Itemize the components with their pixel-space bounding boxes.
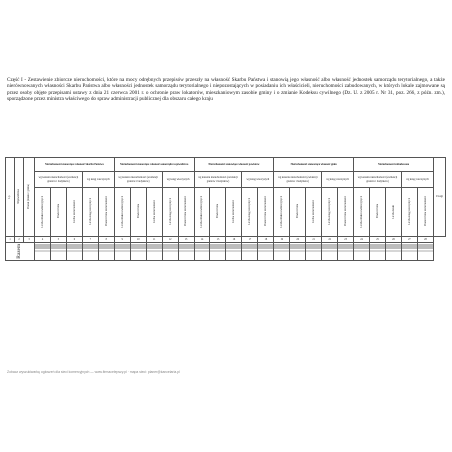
col-number: 14: [194, 237, 210, 243]
col-number: 24: [354, 237, 370, 243]
column-label-row: [6, 188, 446, 237]
total-cell: [354, 243, 370, 261]
subheader-kataster: wg katastru nieruchomości (ewidencji gruntów i budynków): [114, 172, 162, 188]
total-cell: [306, 243, 322, 261]
col-number: 10: [130, 237, 146, 243]
col-number: 3: [24, 237, 35, 243]
subheader-row: [6, 172, 446, 188]
total-cell: [178, 243, 194, 261]
col-powierzchnia: Powierzchnia: [50, 188, 66, 237]
col-powierzchnia: Powierzchnia: [290, 188, 306, 237]
lp-header: Lp.: [6, 158, 15, 237]
col-number: 16: [226, 237, 242, 243]
col-number: 12: [162, 237, 178, 243]
col-number: 15: [210, 237, 226, 243]
col-liczba-kw: Liczba ksiąg wieczystych: [322, 188, 338, 237]
total-cell: [290, 243, 306, 261]
total-cell: [401, 243, 417, 261]
col-number: 19: [274, 237, 290, 243]
group-header-powiaty: Nieruchomości stanowiące własność powiatów: [194, 158, 274, 172]
group-header-zabudowane: Nieruchomości zabudowane: [354, 158, 434, 172]
total-cell: [194, 243, 210, 261]
col-number: 26: [385, 237, 401, 243]
total-cell: [338, 243, 354, 261]
col-number: 9: [114, 237, 130, 243]
col-number: 7: [82, 237, 98, 243]
wojewodztwo-header: Województwo: [15, 158, 24, 237]
footer-note: Zobacz wyszukiwarkę ogłoszeń dla sieci komercyjnych — www.firmacelepszy.pl · mapa sieci: planer@kancelaria.pl: [7, 370, 180, 374]
subheader-ksiegi: wg ksiąg wieczystych: [82, 172, 114, 188]
col-number: 8: [98, 237, 114, 243]
col-liczba-dzialek: Liczba działek ewidencyjnych: [354, 188, 370, 237]
col-pow-nieruchomosci: Powierzchnia nieruchomości: [338, 188, 354, 237]
col-powierzchnia: Powierzchnia: [130, 188, 146, 237]
col-number: 2: [15, 237, 24, 243]
group-header-samorzad-wojewodztwa: Nieruchomości stanowiące własność samorządu województwa: [114, 158, 194, 172]
col-number: 17: [242, 237, 258, 243]
total-cell: [114, 243, 130, 261]
total-cell: [242, 243, 258, 261]
col-liczba-nieruchomosci: Liczba nieruchomości: [306, 188, 322, 237]
summary-table-container: [5, 157, 446, 261]
col-number: 18: [258, 237, 274, 243]
col-powierzchnia: Powierzchnia: [210, 188, 226, 237]
col-number: 6: [66, 237, 82, 243]
summary-table: [5, 157, 446, 261]
col-number: 23: [338, 237, 354, 243]
total-cell: [130, 243, 146, 261]
total-cell: [82, 243, 98, 261]
col-pow-nieruchomosci: Powierzchnia nieruchomości: [98, 188, 114, 237]
total-cell: [162, 243, 178, 261]
col-number: 13: [178, 237, 194, 243]
col-liczba-nieruchomosci: Liczba nieruchomości: [226, 188, 242, 237]
group-header-gminy: Nieruchomości stanowiące własność gmin: [274, 158, 354, 172]
total-cell: [274, 243, 290, 261]
total-cell: [66, 243, 82, 261]
col-liczba-kw: Liczba ksiąg wieczystych: [162, 188, 178, 237]
subheader-ksiegi: wg ksiąg wieczystych: [242, 172, 274, 188]
col-pow-nieruchomosci: Powierzchnia nieruchomości: [258, 188, 274, 237]
col-liczba-dzialek: Liczba działek ewidencyjnych: [194, 188, 210, 237]
col-number: 25: [370, 237, 386, 243]
col-liczba-nieruchomosci: Liczba nieruchomości: [146, 188, 162, 237]
subheader-ksiegi: wg ksiąg wieczystych: [162, 172, 194, 188]
razem-label: Razem: [6, 243, 35, 261]
col-liczba-nieruchomosci: Liczba nieruchomości: [66, 188, 82, 237]
uwagi-header: Uwagi: [434, 158, 446, 237]
intro-paragraph: Część I - Zestawienie zbiorcze nieruchomości, które na mocy odrębnych przepisów przeszły na własność Skarbu Państwa i stanowią jego własność albo własność jednostek samorządu terytorialnego, a także nierównowanych własności Skarbu Państwa albo własności jednostek samorządu terytorialnego i niepozostających w posiadaniu ich właścicieli, nieruchomości zabudowanych, w których lokale zajmowane są przez osoby objęte przepisami ustawy z dnia 21 czerwca 2001 r. o ochronie praw lokatorów, mieszkaniowym zasobie gminy i o zmianie Kodeksu cywilnego (Dz. U. z 2005 r. Nr 31, poz. 266, z późn. zm.), sporządzone przez ministra właściwego do spraw administracji publicznej dla obszaru całego kraju: [7, 77, 445, 103]
subheader-ksiegi: wg ksiąg wieczystych: [322, 172, 354, 188]
col-number: 22: [322, 237, 338, 243]
col-number: 4: [35, 237, 51, 243]
group-header-row: [6, 158, 446, 172]
col-liczba-kw: Liczba ksiąg wieczystych: [401, 188, 417, 237]
subheader-kataster: wg katastru nieruchomości (ewidencji gruntów i budynków): [354, 172, 402, 188]
col-pow-nieruchomosci: Powierzchnia nieruchomości: [178, 188, 194, 237]
subheader-kataster: wg katastru nieruchomości (ewidencji gruntów i budynków): [35, 172, 83, 188]
col-liczba-kw: Liczba ksiąg wieczystych: [82, 188, 98, 237]
total-cell: [210, 243, 226, 261]
col-number: 11: [146, 237, 162, 243]
col-number: 27: [401, 237, 417, 243]
total-cell: [50, 243, 66, 261]
subheader-kataster: wg katastru nieruchomości (ewidencji gruntów i budynków): [274, 172, 322, 188]
col-number: 5: [50, 237, 66, 243]
col-number: 20: [290, 237, 306, 243]
col-liczba-dzialek: Liczba działek ewidencyjnych: [274, 188, 290, 237]
total-cell: [385, 243, 401, 261]
powiat-header: Powiat (miasto / gmina): [24, 158, 35, 237]
group-header-skarb-panstwa: Nieruchomości stanowiące własność Skarbu Państwa: [35, 158, 115, 172]
col-number: 1: [6, 237, 15, 243]
total-cell: [370, 243, 386, 261]
total-cell: [98, 243, 114, 261]
col-liczba-dzialek: Liczba działek ewidencyjnych: [114, 188, 130, 237]
subheader-kataster: wg katastru nieruchomości (ewidencji gruntów i budynków): [194, 172, 242, 188]
col-number: 21: [306, 237, 322, 243]
total-cell: [322, 243, 338, 261]
col-liczba-lokali: Liczba lokali: [385, 188, 401, 237]
col-liczba-dzialek: Liczba działek ewidencyjnych: [35, 188, 51, 237]
subheader-ksiegi: wg ksiąg wieczystych: [401, 172, 433, 188]
uwagi-total-cell: [417, 243, 433, 261]
total-cell: [35, 243, 51, 261]
razem-row: [6, 243, 446, 261]
total-cell: [226, 243, 242, 261]
col-powierzchnia: Powierzchnia: [370, 188, 386, 237]
total-cell: [146, 243, 162, 261]
col-liczba-kw: Liczba ksiąg wieczystych: [242, 188, 258, 237]
total-cell: [258, 243, 274, 261]
col-number: 28: [417, 237, 433, 243]
col-pow-nieruchomosci: Powierzchnia nieruchomości: [417, 188, 433, 237]
